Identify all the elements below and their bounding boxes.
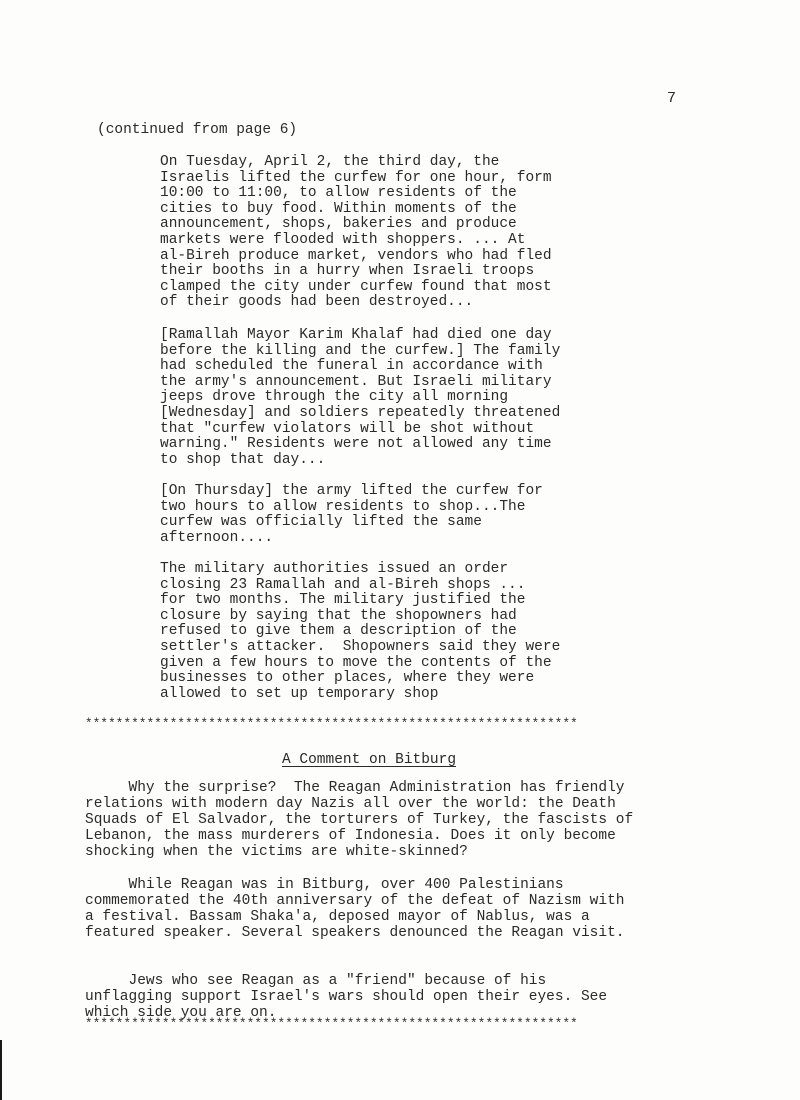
body-paragraph: Jews who see Reagan as a "friend" because of his unflagging support Israel's wars should open their eyes. See which side you are on. <box>85 973 608 1021</box>
continued-note: (continued from page 6) <box>97 122 298 138</box>
quote-paragraph: The military authorities issued an order closing 23 Ramallah and al-Bireh shops ... for two months. The military justified the closure by saying that the shopowners had refused to give them a description of the settler's attacker. Shopowners said they were given a few hours to move the contents of the businesses to other places, where they were allowed to set up temporary shop <box>160 561 561 702</box>
asterisk-separator: **************************************************************** <box>85 717 578 731</box>
section-title: A Comment on Bitburg <box>282 752 457 768</box>
body-paragraph: Why the surprise? The Reagan Administration has friendly relations with modern day Nazis all over the world: the Death Squads of El Salvador, the torturers of Turkey, the fascists of Lebanon, the mass murderers of Indonesia. Does it only become shocking when the victims are white-skinned? <box>85 780 634 860</box>
body-paragraph: While Reagan was in Bitburg, over 400 Palestinians commemorated the 40th anniversary of the defeat of Nazism with a festival. Bassam Shaka'a, deposed mayor of Nablus, was a featured speaker. Several speakers denounced the Reagan visit. <box>85 877 625 941</box>
quote-paragraph: On Tuesday, April 2, the third day, the Israelis lifted the curfew for one hour, form 10:00 to 11:00, to allow residents of the cities to buy food. Within moments of the announcement, shops, bakeries and produce markets were flooded with shoppers. ... At al-Bireh produce market, vendors who had fled their booths in a hurry when Israeli troops clamped the city under curfew found that most of their goods had been destroyed... <box>160 154 552 311</box>
asterisk-separator: **************************************************************** <box>85 1017 578 1031</box>
scan-edge-line <box>0 1040 2 1100</box>
page-number: 7 <box>667 90 677 107</box>
quote-paragraph: [Ramallah Mayor Karim Khalaf had died one day before the killing and the curfew.] The family had scheduled the funeral in accordance with the army's announcement. But Israeli military jeeps drove through the city all morning [Wednesday] and soldiers repeatedly threatened that "curfew violators will be shot without warning." Residents were not allowed any time to shop that day... <box>160 327 561 468</box>
quote-paragraph: [On Thursday] the army lifted the curfew for two hours to allow residents to shop...The curfew was officially lifted the same afternoon.... <box>160 483 543 546</box>
